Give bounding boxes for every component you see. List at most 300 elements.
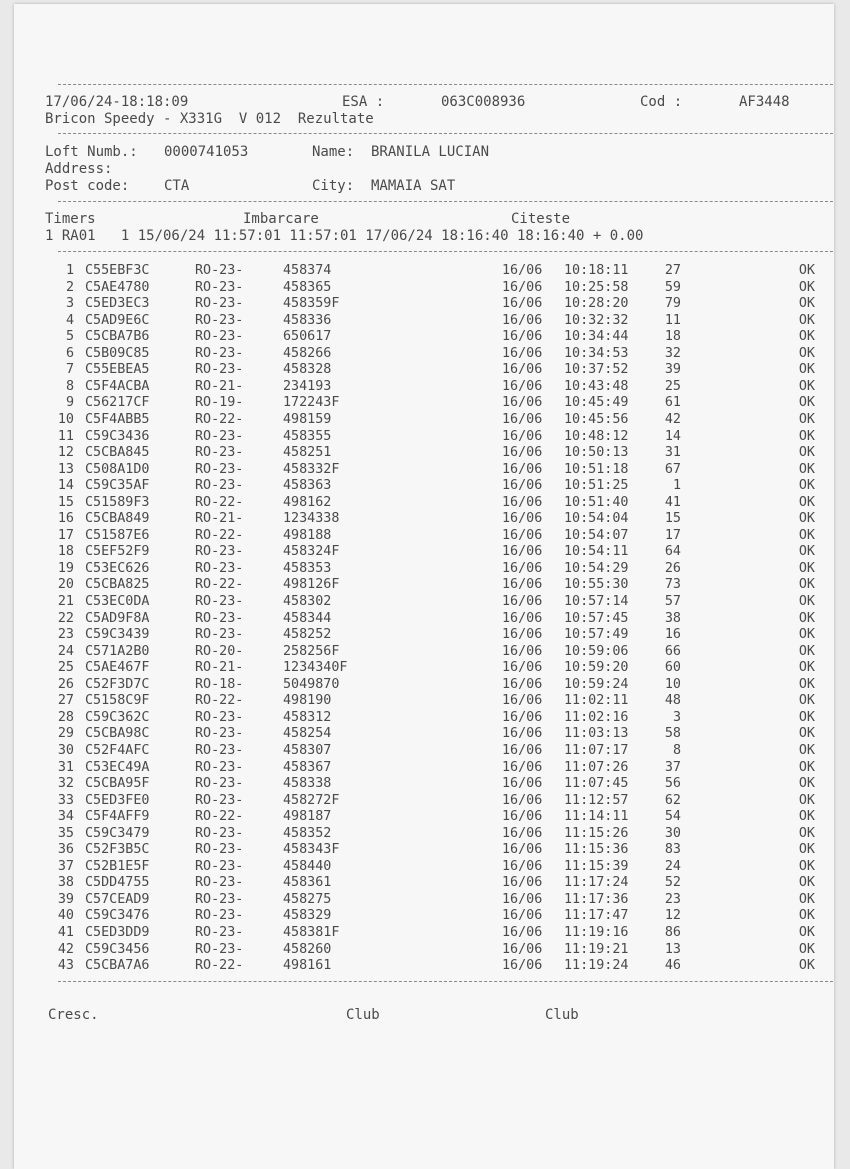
result-code: 10	[664, 676, 681, 692]
row-index: 29	[57, 726, 74, 742]
ring-id: C57CEAD9	[85, 891, 150, 907]
result-code: 16	[664, 627, 681, 643]
arrival-time: 10:59:06	[564, 643, 629, 659]
table-row	[14, 743, 834, 760]
arrival-time: 11:19:21	[564, 941, 629, 957]
arrival-date: 16/06	[502, 858, 543, 874]
arrival-time: 11:19:24	[564, 958, 629, 974]
row-index: 14	[57, 478, 74, 494]
ring-country: RO-23-	[195, 776, 244, 792]
table-row	[14, 644, 834, 661]
status-ok: OK	[798, 858, 815, 874]
arrival-time: 10:34:53	[564, 345, 629, 361]
result-code: 14	[664, 428, 681, 444]
status-ok: OK	[798, 594, 815, 609]
ring-number: 650617	[283, 329, 332, 345]
ring-country: RO-19-	[195, 395, 244, 411]
result-code: 59	[664, 279, 681, 295]
row-index: 25	[57, 660, 74, 676]
row-index: 40	[57, 908, 74, 924]
row-index: 21	[57, 594, 74, 609]
arrival-time: 10:57:49	[564, 627, 629, 643]
ring-number: 172243F	[283, 395, 340, 411]
ring-number: 458353	[283, 560, 332, 576]
table-row	[14, 958, 834, 975]
ring-country: RO-23-	[195, 792, 244, 808]
ring-id: C5DD4755	[85, 875, 150, 891]
status-ok: OK	[798, 825, 815, 841]
table-row	[14, 313, 834, 330]
ring-number: 458338	[283, 776, 332, 792]
ring-id: C508A1D0	[85, 461, 150, 477]
ring-country: RO-23-	[195, 726, 244, 742]
ring-number: 5049870	[283, 676, 340, 692]
arrival-date: 16/06	[502, 941, 543, 957]
ring-country: RO-23-	[195, 627, 244, 643]
arrival-date: 16/06	[502, 875, 543, 891]
row-index: 12	[57, 445, 74, 461]
ring-id: C52F3D7C	[85, 676, 150, 692]
arrival-date: 16/06	[502, 560, 543, 576]
result-code: 30	[664, 825, 681, 841]
ring-country: RO-22-	[195, 809, 244, 825]
ring-number: 458344	[283, 610, 332, 626]
ring-country: RO-22-	[195, 693, 244, 709]
arrival-date: 16/06	[502, 676, 543, 692]
arrival-date: 16/06	[502, 511, 543, 527]
row-index: 43	[57, 958, 74, 974]
status-ok: OK	[798, 742, 815, 758]
table-row	[14, 925, 834, 942]
ring-id: C5CBA849	[85, 511, 150, 527]
arrival-time: 10:32:32	[564, 312, 629, 328]
ring-number: 458381F	[283, 925, 340, 940]
row-index: 30	[57, 742, 74, 758]
row-index: 23	[57, 627, 74, 643]
arrival-time: 10:54:07	[564, 527, 629, 543]
ring-country: RO-23-	[195, 362, 244, 378]
ring-country: RO-22-	[195, 494, 244, 510]
ring-country: RO-23-	[195, 594, 244, 609]
arrival-time: 11:03:13	[564, 726, 629, 742]
row-index: 10	[57, 411, 74, 427]
status-ok: OK	[798, 560, 815, 576]
table-row	[14, 412, 834, 429]
status-ok: OK	[798, 709, 815, 725]
status-ok: OK	[798, 842, 815, 858]
status-ok: OK	[798, 445, 815, 461]
status-ok: OK	[798, 527, 815, 543]
row-index: 38	[57, 875, 74, 891]
arrival-time: 11:15:36	[564, 842, 629, 858]
separator	[58, 251, 833, 252]
table-row	[14, 693, 834, 710]
arrival-time: 10:51:25	[564, 478, 629, 494]
ring-id: C5CBA7B6	[85, 329, 150, 345]
arrival-time: 10:51:40	[564, 494, 629, 510]
ring-country: RO-23-	[195, 908, 244, 924]
table-row	[14, 528, 834, 545]
row-index: 6	[65, 345, 74, 361]
ring-number: 458302	[283, 594, 332, 609]
table-row	[14, 346, 834, 363]
arrival-time: 10:25:58	[564, 279, 629, 295]
arrival-time: 10:59:20	[564, 660, 629, 676]
arrival-time: 10:48:12	[564, 428, 629, 444]
ring-id: C5CBA98C	[85, 726, 150, 742]
result-code: 13	[664, 941, 681, 957]
table-row	[14, 627, 834, 644]
status-ok: OK	[798, 395, 815, 411]
ring-number: 458252	[283, 627, 332, 643]
arrival-date: 16/06	[502, 362, 543, 378]
ring-id: C56217CF	[85, 395, 150, 411]
arrival-time: 10:54:29	[564, 560, 629, 576]
ring-country: RO-21-	[195, 660, 244, 676]
ring-id: C53EC49A	[85, 759, 150, 775]
row-index: 7	[65, 362, 74, 378]
row-index: 9	[65, 395, 74, 411]
arrival-time: 10:28:20	[564, 296, 629, 312]
status-ok: OK	[798, 958, 815, 974]
ring-id: C53EC0DA	[85, 594, 150, 609]
result-code: 54	[664, 809, 681, 825]
result-code: 64	[664, 544, 681, 560]
table-row	[14, 859, 834, 876]
status-ok: OK	[798, 577, 815, 593]
table-row	[14, 495, 834, 512]
ring-country: RO-23-	[195, 560, 244, 576]
arrival-time: 10:50:13	[564, 445, 629, 461]
row-index: 36	[57, 842, 74, 858]
ring-id: C59C362C	[85, 709, 150, 725]
ring-number: 458324F	[283, 544, 340, 560]
result-code: 23	[664, 891, 681, 907]
ring-number: 458275	[283, 891, 332, 907]
row-index: 28	[57, 709, 74, 725]
result-code: 37	[664, 759, 681, 775]
ring-id: C5CBA7A6	[85, 958, 150, 974]
ring-number: 498162	[283, 494, 332, 510]
arrival-time: 10:51:18	[564, 461, 629, 477]
result-code: 58	[664, 726, 681, 742]
table-row	[14, 362, 834, 379]
arrival-time: 10:54:11	[564, 544, 629, 560]
arrival-date: 16/06	[502, 577, 543, 593]
table-row	[14, 892, 834, 909]
arrival-time: 10:55:30	[564, 577, 629, 593]
ring-country: RO-23-	[195, 329, 244, 345]
result-code: 79	[664, 296, 681, 312]
status-ok: OK	[798, 312, 815, 328]
row-index: 41	[57, 925, 74, 940]
table-row	[14, 875, 834, 892]
club-signature-label-2: Club	[545, 1007, 579, 1023]
separator	[58, 133, 833, 134]
result-code: 57	[664, 594, 681, 609]
status-ok: OK	[798, 610, 815, 626]
arrival-date: 16/06	[502, 395, 543, 411]
ring-id: C51589F3	[85, 494, 150, 510]
status-ok: OK	[798, 941, 815, 957]
result-code: 41	[664, 494, 681, 510]
arrival-date: 16/06	[502, 627, 543, 643]
arrival-time: 10:34:44	[564, 329, 629, 345]
result-code: 3	[672, 709, 681, 725]
arrival-time: 11:07:26	[564, 759, 629, 775]
ring-country: RO-21-	[195, 511, 244, 527]
status-ok: OK	[798, 627, 815, 643]
ring-id: C5F4ACBA	[85, 378, 150, 394]
result-code: 56	[664, 776, 681, 792]
ring-id: C5158C9F	[85, 693, 150, 709]
status-ok: OK	[798, 296, 815, 312]
row-index: 5	[65, 329, 74, 345]
postcode-value: CTA	[164, 178, 190, 194]
arrival-date: 16/06	[502, 842, 543, 858]
arrival-date: 16/06	[502, 792, 543, 808]
arrival-date: 16/06	[502, 428, 543, 444]
ring-id: C5AD9F8A	[85, 610, 150, 626]
table-row	[14, 544, 834, 561]
status-ok: OK	[798, 908, 815, 924]
club-signature-label: Club	[346, 1007, 380, 1023]
ring-country: RO-23-	[195, 296, 244, 312]
row-index: 4	[65, 312, 74, 328]
ring-number: 458329	[283, 908, 332, 924]
result-code: 42	[664, 411, 681, 427]
ring-number: 498126F	[283, 577, 340, 593]
arrival-date: 16/06	[502, 378, 543, 394]
arrival-date: 16/06	[502, 660, 543, 676]
result-code: 67	[664, 461, 681, 477]
row-index: 1	[65, 263, 74, 278]
arrival-date: 16/06	[502, 610, 543, 626]
table-row	[14, 710, 834, 727]
ring-country: RO-23-	[195, 709, 244, 725]
timer-line: 1 RA01 1 15/06/24 11:57:01 11:57:01 17/06/24 18:16:40 18:16:40 + 0.00	[45, 228, 644, 244]
printout-sheet	[14, 4, 834, 1169]
ring-id: C5EF52F9	[85, 544, 150, 560]
separator	[58, 981, 833, 982]
row-index: 34	[57, 809, 74, 825]
row-index: 2	[65, 279, 74, 295]
arrival-time: 11:12:57	[564, 792, 629, 808]
status-ok: OK	[798, 776, 815, 792]
status-ok: OK	[798, 875, 815, 891]
ring-number: 458359F	[283, 296, 340, 312]
arrival-date: 16/06	[502, 776, 543, 792]
arrival-date: 16/06	[502, 825, 543, 841]
ring-number: 458374	[283, 263, 332, 278]
status-ok: OK	[798, 544, 815, 560]
arrival-time: 11:02:11	[564, 693, 629, 709]
row-index: 26	[57, 676, 74, 692]
separator	[58, 201, 833, 202]
ring-id: C53EC626	[85, 560, 150, 576]
status-ok: OK	[798, 511, 815, 527]
row-index: 20	[57, 577, 74, 593]
device-line: Bricon Speedy - X331G V 012 Rezultate	[45, 111, 374, 127]
ring-id: C5AE4780	[85, 279, 150, 295]
ring-number: 458312	[283, 709, 332, 725]
status-ok: OK	[798, 378, 815, 394]
row-index: 15	[57, 494, 74, 510]
status-ok: OK	[798, 279, 815, 295]
ring-country: RO-23-	[195, 445, 244, 461]
row-index: 3	[65, 296, 74, 312]
status-ok: OK	[798, 891, 815, 907]
arrival-date: 16/06	[502, 693, 543, 709]
ring-id: C51587E6	[85, 527, 150, 543]
arrival-time: 10:54:04	[564, 511, 629, 527]
result-code: 62	[664, 792, 681, 808]
table-row	[14, 842, 834, 859]
arrival-time: 11:19:16	[564, 925, 629, 940]
ring-country: RO-23-	[195, 925, 244, 940]
ring-id: C52F3B5C	[85, 842, 150, 858]
ring-id: C52B1E5F	[85, 858, 150, 874]
table-row	[14, 379, 834, 396]
cod-label: Cod :	[640, 94, 683, 110]
ring-id: C5F4ABB5	[85, 411, 150, 427]
ring-number: 458367	[283, 759, 332, 775]
ring-id: C571A2B0	[85, 643, 150, 659]
result-code: 11	[664, 312, 681, 328]
ring-number: 458260	[283, 941, 332, 957]
ring-country: RO-23-	[195, 461, 244, 477]
arrival-time: 10:45:49	[564, 395, 629, 411]
status-ok: OK	[798, 643, 815, 659]
result-code: 39	[664, 362, 681, 378]
arrival-time: 11:02:16	[564, 709, 629, 725]
table-row	[14, 809, 834, 826]
row-index: 22	[57, 610, 74, 626]
table-row	[14, 908, 834, 925]
ring-id: C5F4AFF9	[85, 809, 150, 825]
arrival-time: 11:17:36	[564, 891, 629, 907]
ring-country: RO-23-	[195, 544, 244, 560]
row-index: 39	[57, 891, 74, 907]
arrival-date: 16/06	[502, 279, 543, 295]
ring-country: RO-23-	[195, 610, 244, 626]
ring-id: C5CBA95F	[85, 776, 150, 792]
table-row	[14, 263, 834, 280]
status-ok: OK	[798, 925, 815, 940]
separator	[58, 84, 833, 85]
arrival-date: 16/06	[502, 544, 543, 560]
name-label: Name:	[312, 144, 355, 160]
ring-country: RO-23-	[195, 941, 244, 957]
ring-number: 458336	[283, 312, 332, 328]
result-code: 27	[664, 263, 681, 278]
arrival-time: 11:14:11	[564, 809, 629, 825]
status-ok: OK	[798, 759, 815, 775]
row-index: 17	[57, 527, 74, 543]
status-ok: OK	[798, 494, 815, 510]
ring-number: 1234338	[283, 511, 340, 527]
result-code: 61	[664, 395, 681, 411]
postcode-label: Post code:	[45, 178, 130, 194]
table-row	[14, 329, 834, 346]
status-ok: OK	[798, 329, 815, 345]
ring-number: 458328	[283, 362, 332, 378]
result-code: 25	[664, 378, 681, 394]
ring-number: 458307	[283, 742, 332, 758]
address-label: Address:	[45, 161, 113, 177]
arrival-time: 10:57:14	[564, 594, 629, 609]
ring-number: 1234340F	[283, 660, 348, 676]
row-index: 13	[57, 461, 74, 477]
row-index: 11	[57, 428, 74, 444]
arrival-time: 11:17:47	[564, 908, 629, 924]
arrival-date: 16/06	[502, 958, 543, 974]
status-ok: OK	[798, 676, 815, 692]
row-index: 31	[57, 759, 74, 775]
imbarcare-header: Imbarcare	[243, 211, 319, 227]
row-index: 35	[57, 825, 74, 841]
ring-number: 498159	[283, 411, 332, 427]
status-ok: OK	[798, 345, 815, 361]
result-code: 52	[664, 875, 681, 891]
arrival-date: 16/06	[502, 478, 543, 494]
ring-country: RO-21-	[195, 378, 244, 394]
table-row	[14, 942, 834, 959]
arrival-date: 16/06	[502, 445, 543, 461]
timers-header: Timers	[45, 211, 96, 227]
result-code: 86	[664, 925, 681, 940]
ring-id: C5AD9E6C	[85, 312, 150, 328]
row-index: 42	[57, 941, 74, 957]
ring-number: 498188	[283, 527, 332, 543]
row-index: 37	[57, 858, 74, 874]
arrival-date: 16/06	[502, 908, 543, 924]
arrival-date: 16/06	[502, 329, 543, 345]
ring-id: C5CBA825	[85, 577, 150, 593]
result-code: 1	[672, 478, 681, 494]
table-row	[14, 511, 834, 528]
ring-number: 458363	[283, 478, 332, 494]
ring-country: RO-23-	[195, 428, 244, 444]
status-ok: OK	[798, 792, 815, 808]
result-code: 46	[664, 958, 681, 974]
ring-country: RO-23-	[195, 312, 244, 328]
result-code: 17	[664, 527, 681, 543]
result-code: 12	[664, 908, 681, 924]
row-index: 24	[57, 643, 74, 659]
arrival-date: 16/06	[502, 312, 543, 328]
ring-id: C5CBA845	[85, 445, 150, 461]
result-code: 38	[664, 610, 681, 626]
ring-number: 498161	[283, 958, 332, 974]
ring-id: C5B09C85	[85, 345, 150, 361]
arrival-date: 16/06	[502, 891, 543, 907]
arrival-date: 16/06	[502, 925, 543, 940]
ring-country: RO-22-	[195, 527, 244, 543]
ring-id: C55EBF3C	[85, 263, 150, 278]
status-ok: OK	[798, 660, 815, 676]
ring-number: 458254	[283, 726, 332, 742]
arrival-date: 16/06	[502, 494, 543, 510]
arrival-time: 10:43:48	[564, 378, 629, 394]
status-ok: OK	[798, 461, 815, 477]
status-ok: OK	[798, 411, 815, 427]
ring-country: RO-22-	[195, 958, 244, 974]
ring-number: 458440	[283, 858, 332, 874]
owner-name: BRANILA LUCIAN	[371, 144, 490, 160]
loft-number: 0000741053	[164, 144, 249, 160]
table-row	[14, 462, 834, 479]
